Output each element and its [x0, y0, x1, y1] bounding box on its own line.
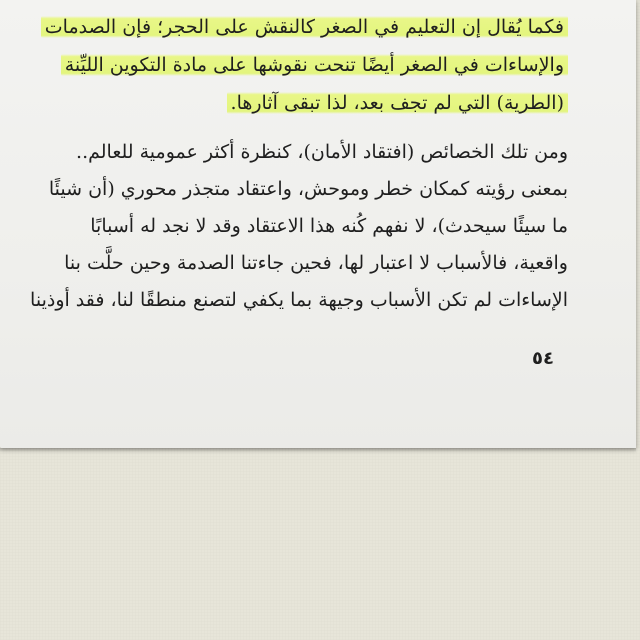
body-line-3: ما سيئًا سيحدث)، لا نفهم كُنه هذا الاعتقاد وقد لا نجد له أسبابًا — [90, 215, 568, 237]
highlighted-line-3 — [227, 88, 568, 118]
highlighted-line-1 — [41, 12, 568, 42]
highlight-mark: فكما يُقال إن التعليم في الصغر كالنقش على الحجر؛ فإن الصدمات — [41, 16, 568, 38]
body-line-4: واقعية، فالأسباب لا اعتبار لها، فحين جاءتنا الصدمة وحين حلَّت بنا — [64, 252, 568, 274]
highlighted-line-2 — [61, 50, 568, 80]
highlight-mark: والإساءات في الصغر أيضًا تنحت نقوشها على مادة التكوين الليِّنة — [61, 54, 568, 76]
page-number: ٥٤ — [532, 348, 554, 369]
body-line-5: الإساءات لم تكن الأسباب وجيهة بما يكفي لتصنع منطقًا لنا، فقد أوذينا — [30, 289, 568, 311]
highlight-mark: (الطرية) التي لم تجف بعد، لذا تبقى آثارها. — [227, 92, 568, 114]
page-shadow — [0, 448, 636, 452]
body-line-1: ومن تلك الخصائص (افتقاد الأمان)، كنظرة أكثر عمومية للعالم.. — [76, 141, 568, 163]
body-line-2: بمعنى رؤيته كمكان خطر وموحش، واعتقاد متجذر محوري (أن شيئًا — [48, 178, 568, 200]
